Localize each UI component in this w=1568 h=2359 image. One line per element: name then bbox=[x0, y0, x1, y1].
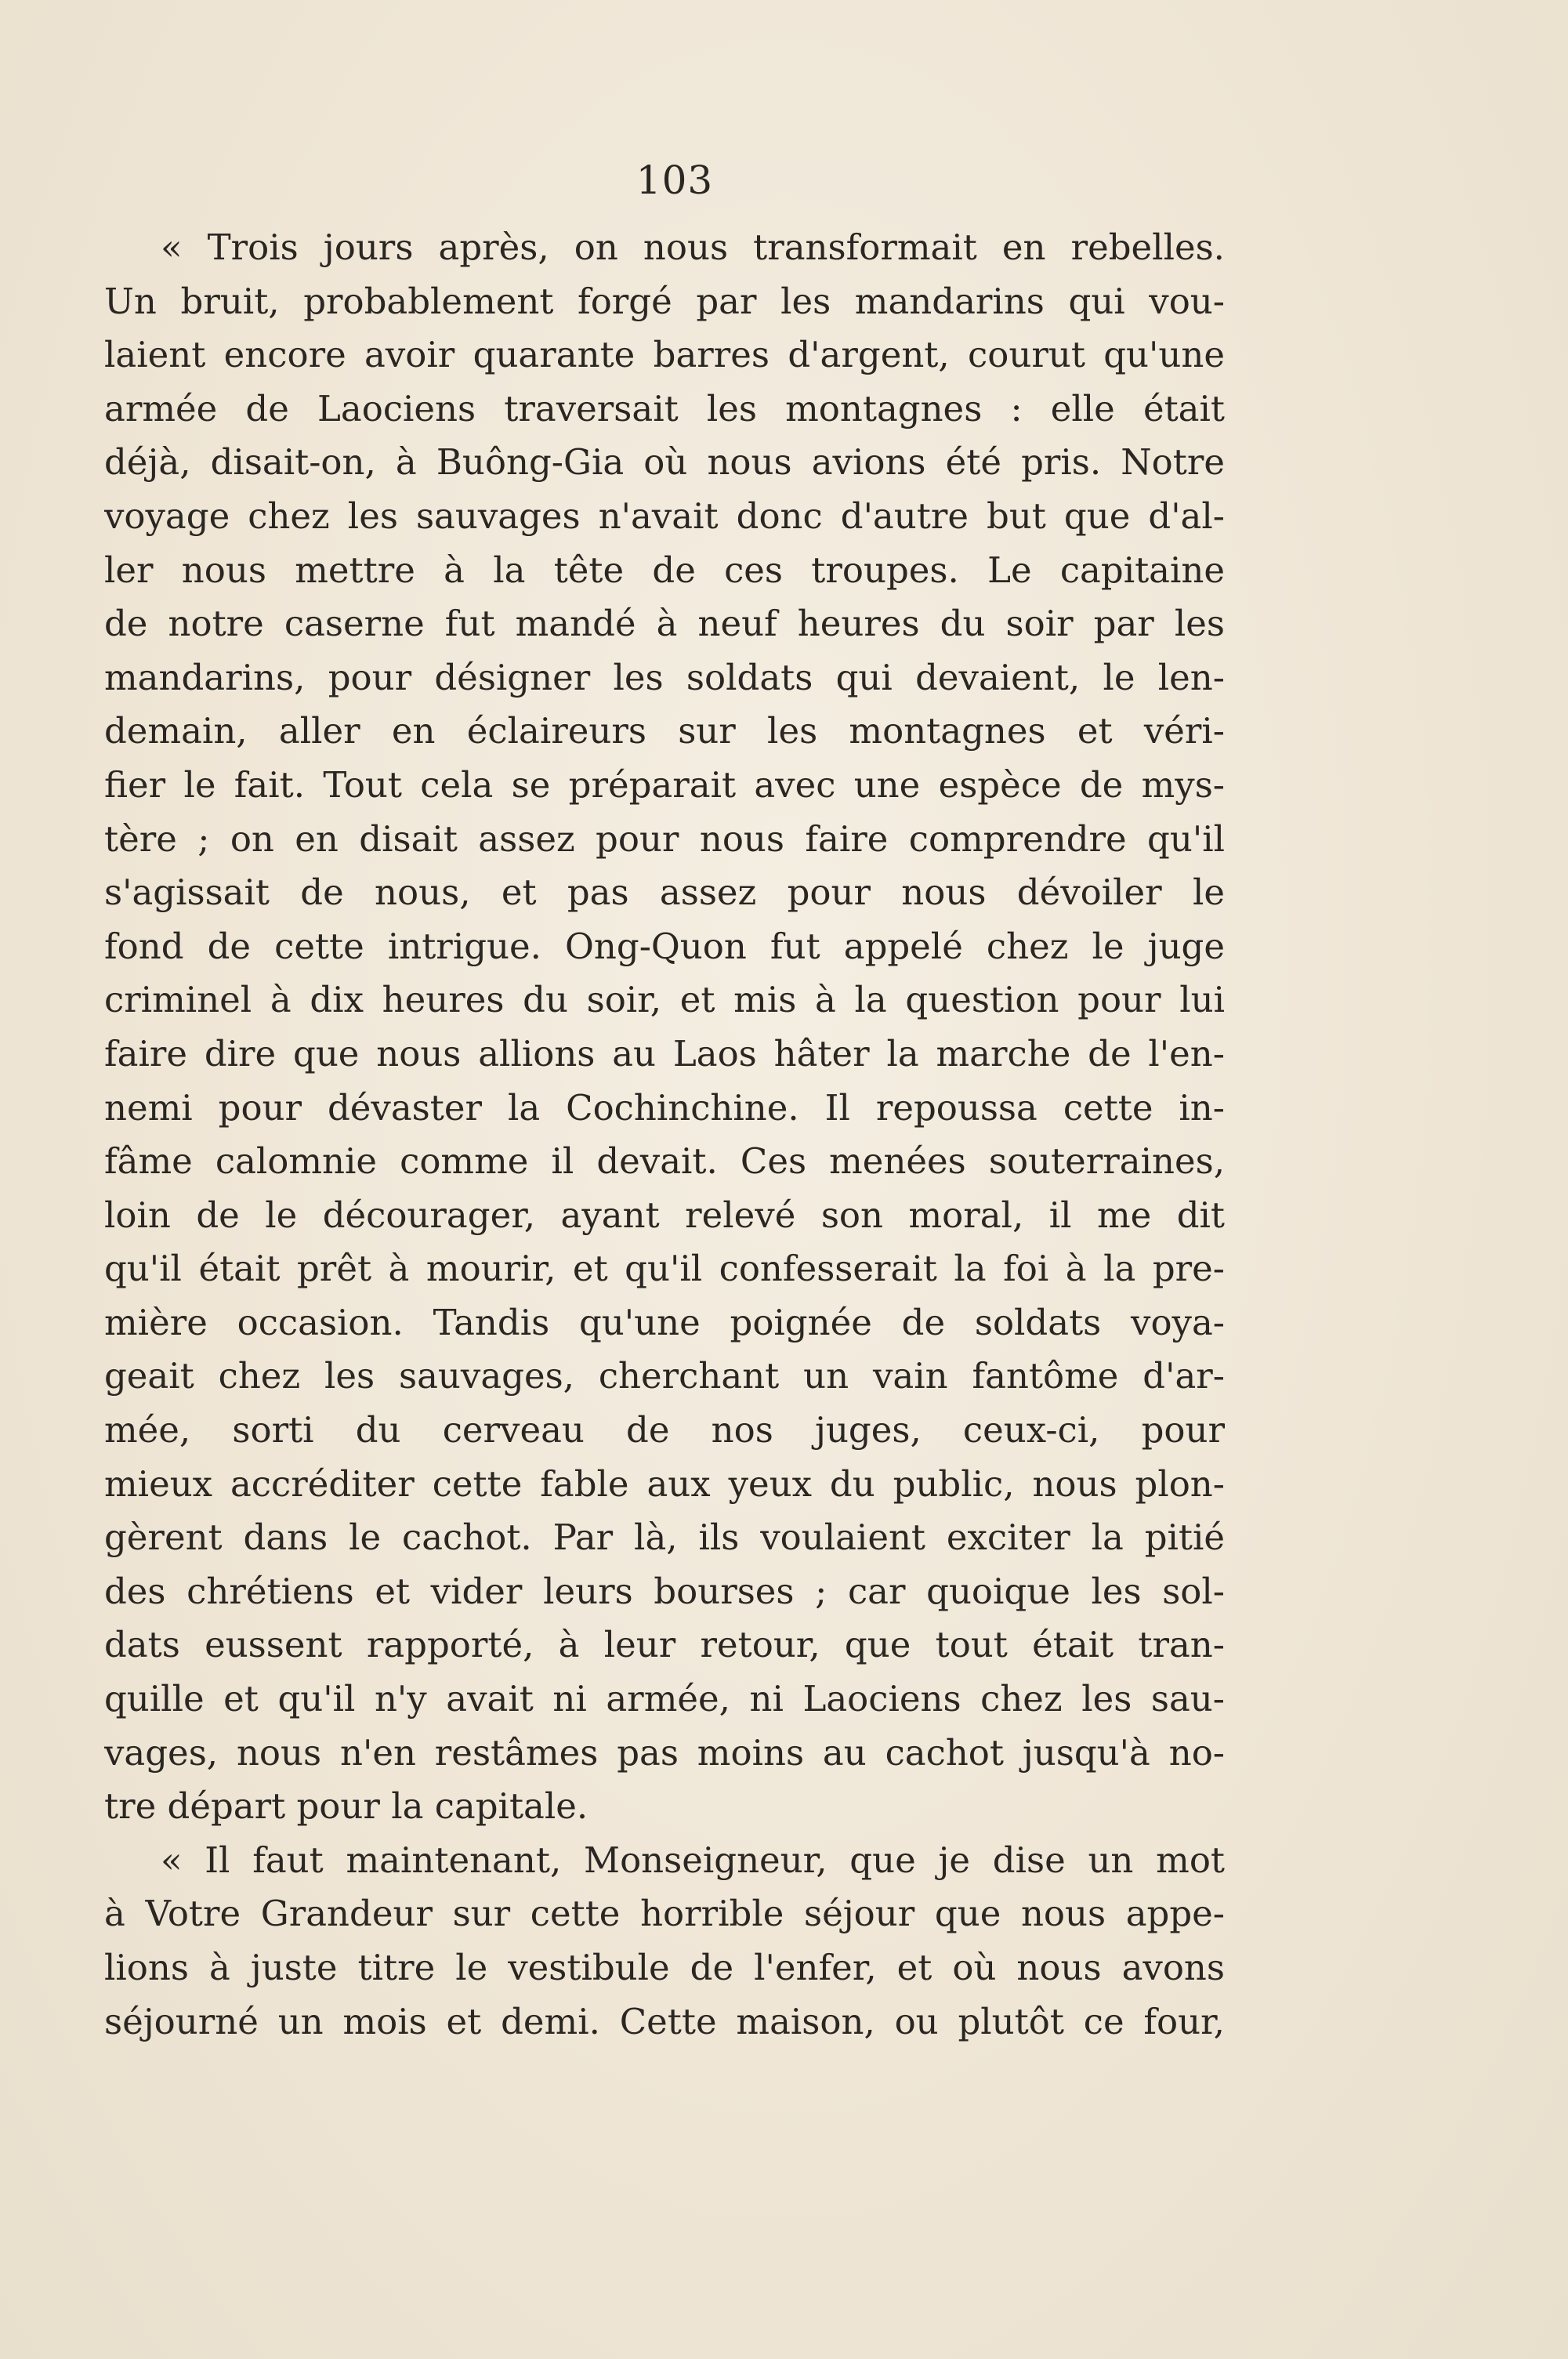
text-line: criminel à dix heures du soir, et mis à la question pour lui bbox=[104, 979, 1225, 1021]
text-line: mieux accréditer cette fable aux yeux du public, nous plon- bbox=[104, 1462, 1225, 1505]
text-line: à Votre Grandeur sur cette horrible séjour que nous appe- bbox=[104, 1893, 1225, 1935]
text-line: tre départ pour la capitale. bbox=[104, 1785, 588, 1828]
paragraph-1 bbox=[104, 221, 1225, 1834]
text-line: laient encore avoir quarante barres d'argent, courut qu'une bbox=[104, 334, 1225, 376]
text-line: geait chez les sauvages, cherchant un vain fantôme d'ar- bbox=[104, 1355, 1225, 1397]
text-line: gèrent dans le cachot. Par là, ils voulaient exciter la pitié bbox=[104, 1516, 1225, 1559]
text-line: « Trois jours après, on nous transformait en rebelles. bbox=[161, 226, 1225, 268]
text-line: des chrétiens et vider leurs bourses ; car quoique les sol- bbox=[104, 1570, 1225, 1612]
page-number: 103 bbox=[636, 158, 714, 203]
text-line: fâme calomnie comme il devait. Ces menées souterraines, bbox=[104, 1140, 1225, 1183]
text-line: nemi pour dévaster la Cochinchine. Il repoussa cette in- bbox=[104, 1086, 1225, 1129]
text-line: lions à juste titre le vestibule de l'enfer, et où nous avons bbox=[104, 1947, 1225, 1988]
text-line: Un bruit, probablement forgé par les mandarins qui vou- bbox=[104, 280, 1225, 322]
text-line: loin de le décourager, ayant relevé son moral, il me dit bbox=[104, 1194, 1225, 1236]
text-line: tère ; on en disait assez pour nous faire comprendre qu'il bbox=[104, 817, 1225, 860]
text-line: qu'il était prêt à mourir, et qu'il confesserait la foi à la pre- bbox=[104, 1248, 1225, 1290]
text-line: fier le fait. Tout cela se préparait avec une espèce de mys- bbox=[104, 763, 1225, 806]
text-line: s'agissait de nous, et pas assez pour nous dévoiler le bbox=[104, 871, 1225, 914]
body-text bbox=[104, 221, 1225, 2049]
text-line: mière occasion. Tandis qu'une poignée de soldats voya- bbox=[104, 1301, 1225, 1343]
text-line: ler nous mettre à la tête de ces troupes. Le capitaine bbox=[104, 549, 1225, 591]
paragraph-2 bbox=[104, 1834, 1225, 2049]
text-line: de notre caserne fut mandé à neuf heures du soir par les bbox=[104, 603, 1225, 645]
text-line: fond de cette intrigue. Ong-Quon fut appelé chez le juge bbox=[104, 925, 1225, 967]
text-line: « Il faut maintenant, Monseigneur, que je dise un mot bbox=[161, 1839, 1225, 1881]
text-line: dats eussent rapporté, à leur retour, que tout était tran- bbox=[104, 1624, 1225, 1666]
text-line: séjourné un mois et demi. Cette maison, ou plutôt ce four, bbox=[104, 2000, 1225, 2042]
text-line: demain, aller en éclaireurs sur les montagnes et véri- bbox=[104, 710, 1225, 752]
text-line: quille et qu'il n'y avait ni armée, ni Laociens chez les sau- bbox=[104, 1678, 1225, 1720]
text-line: armée de Laociens traversait les montagnes : elle était bbox=[104, 387, 1225, 429]
text-line: mandarins, pour désigner les soldats qui devaient, le len- bbox=[104, 656, 1225, 698]
text-line: voyage chez les sauvages n'avait donc d'autre but que d'al- bbox=[104, 495, 1225, 537]
text-line: déjà, disait-on, à Buông-Gia où nous avions été pris. Notre bbox=[104, 441, 1225, 484]
text-line: faire dire que nous allions au Laos hâter la marche de l'en- bbox=[104, 1032, 1225, 1074]
text-line: mée, sorti du cerveau de nos juges, ceux-ci, pour bbox=[104, 1409, 1225, 1451]
text-line: vages, nous n'en restâmes pas moins au cachot jusqu'à no- bbox=[104, 1731, 1225, 1774]
